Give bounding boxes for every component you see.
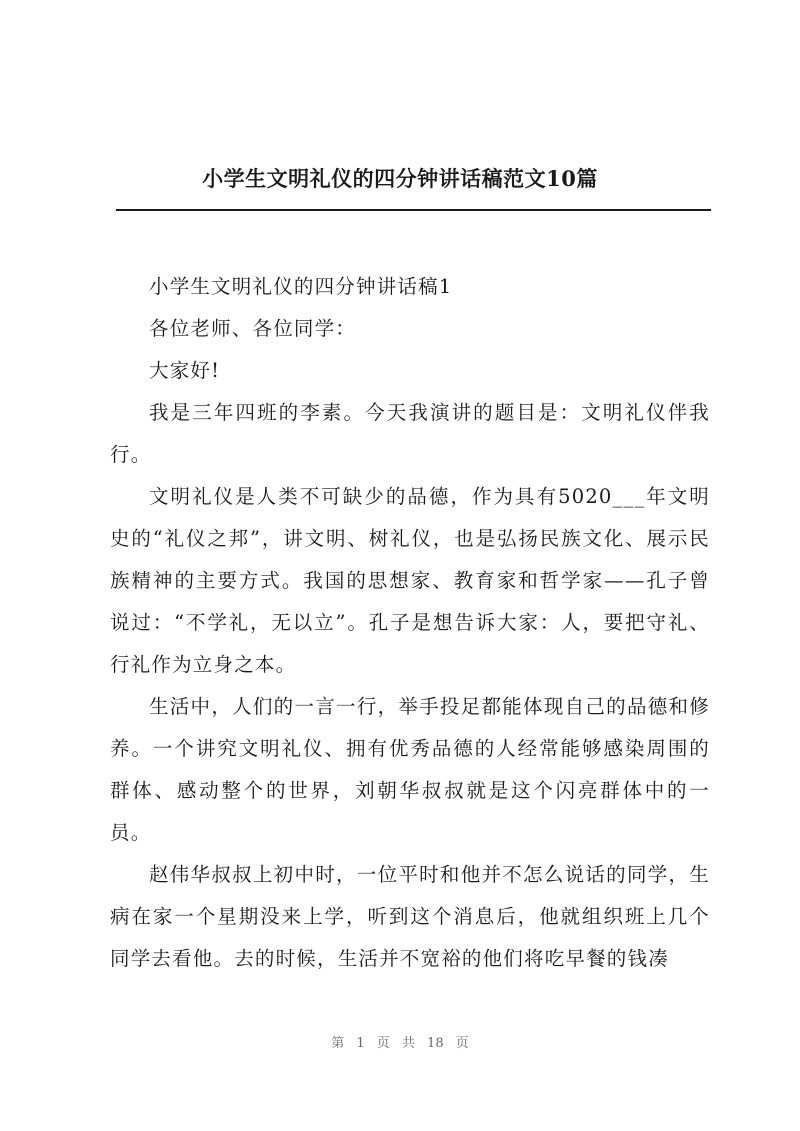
paragraph-daily-life: 生活中，人们的一言一行，举手投足都能体现自己的品德和修养。一个讲究文明礼仪、拥有优秀品德的人经常能够感染周围的群体、感动整个的世界，刘朝华叔叔就是这个闪亮群体中的一员。 (110, 695, 710, 844)
paragraph-heading: 小学生文明礼仪的四分钟讲话稿1 (149, 275, 453, 298)
paragraph-etiquette: 文明礼仪是人类不可缺少的品德，作为具有5020___年文明史的“礼仪之邦”，讲文明、树礼仪，也是弘扬民族文化、展示民族精神的主要方式。我国的思想家、教育家和哲学家——孔子曾说过：“不学礼，无以立”。孔子是想告诉大家：人，要把守礼、行礼作为立身之本。 (110, 485, 710, 676)
paragraph-greeting: 大家好! (149, 359, 221, 382)
title-divider (116, 209, 711, 211)
paragraph-story: 赵伟华叔叔上初中时，一位平时和他并不怎么说话的同学，生病在家一个星期没来上学，听到这个消息后，他就组织班上几个同学去看他。去的时候，生活并不宽裕的他们将吃早餐的钱凑 (110, 863, 710, 970)
paragraph-introduction: 我是三年四班的李素。今天我演讲的题目是：文明礼仪伴我行。 (110, 401, 710, 466)
page-number-footer: 第 1 页 共 18 页 (331, 1036, 469, 1051)
page-title: 小学生文明礼仪的四分钟讲话稿范文10篇 (202, 166, 598, 191)
document-body (110, 266, 710, 980)
paragraph-salutation: 各位老师、各位同学： (149, 317, 357, 340)
